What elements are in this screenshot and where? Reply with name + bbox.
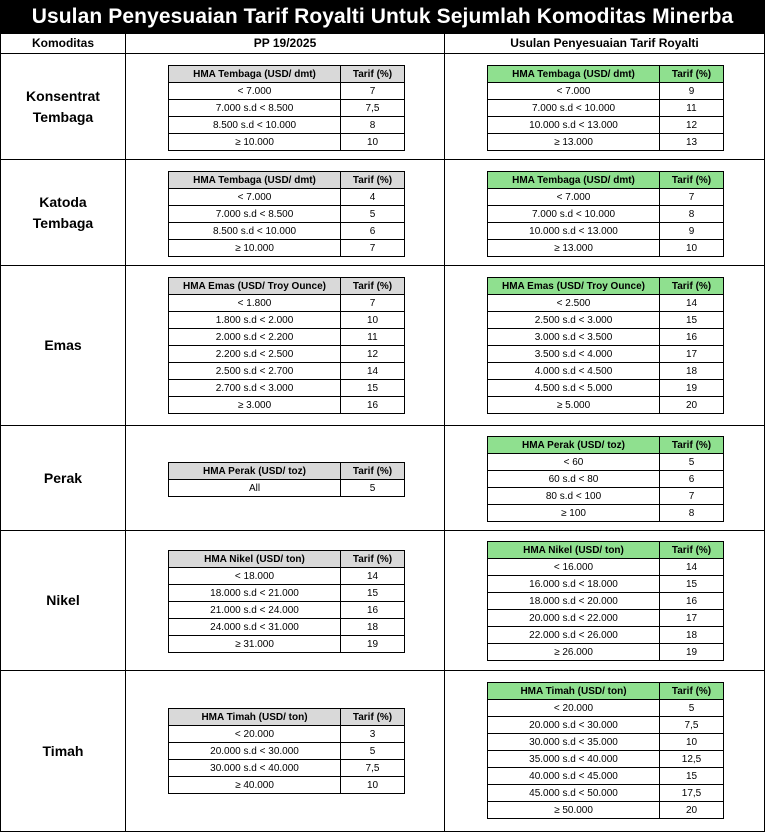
tarif-column-header: Tarif (%) (341, 66, 405, 83)
table-row (488, 802, 724, 819)
table-row (488, 223, 724, 240)
table-row (488, 329, 724, 346)
table-row (488, 627, 724, 644)
hma-range-cell: 24.000 s.d < 31.000 (169, 619, 341, 636)
tarif-cell: 20 (660, 397, 724, 414)
tarif-cell: 15 (660, 576, 724, 593)
current-tariff-table (168, 277, 405, 414)
tarif-cell: 10 (341, 777, 405, 794)
tarif-column-header: Tarif (%) (660, 683, 724, 700)
tarif-cell: 8 (660, 505, 724, 522)
table-row (488, 397, 724, 414)
table-row (169, 346, 405, 363)
hma-range-cell: 3.000 s.d < 3.500 (488, 329, 660, 346)
tarif-cell: 20 (660, 802, 724, 819)
tarif-cell: 9 (660, 83, 724, 100)
hma-range-cell: ≥ 5.000 (488, 397, 660, 414)
table-row (169, 363, 405, 380)
table-row (169, 602, 405, 619)
hma-range-cell: ≥ 50.000 (488, 802, 660, 819)
table-row (488, 240, 724, 257)
tarif-cell: 10 (341, 312, 405, 329)
hma-range-cell: 4.500 s.d < 5.000 (488, 380, 660, 397)
tarif-cell: 19 (660, 380, 724, 397)
proposed-tariff-table (487, 436, 724, 522)
table-row (488, 734, 724, 751)
hma-range-cell: 20.000 s.d < 30.000 (169, 743, 341, 760)
hma-range-cell: 16.000 s.d < 18.000 (488, 576, 660, 593)
hma-range-cell: 10.000 s.d < 13.000 (488, 117, 660, 134)
table-row (488, 454, 724, 471)
hma-range-cell: < 7.000 (488, 189, 660, 206)
commodity-label: Emas (44, 337, 82, 353)
hma-range-cell: ≥ 13.000 (488, 240, 660, 257)
proposed-tariff-table (487, 682, 724, 819)
table-row (488, 206, 724, 223)
current-tariff-table (168, 462, 405, 497)
hma-column-header: HMA Tembaga (USD/ dmt) (488, 172, 660, 189)
table-row (488, 134, 724, 151)
table-row (169, 397, 405, 414)
table-row (169, 480, 405, 497)
hma-range-cell: < 20.000 (169, 726, 341, 743)
proposed-tariff-table (487, 171, 724, 257)
hma-range-cell: 20.000 s.d < 30.000 (488, 717, 660, 734)
hma-range-cell: 7.000 s.d < 10.000 (488, 100, 660, 117)
current-tariff-table (168, 171, 405, 257)
hma-range-cell: < 7.000 (169, 189, 341, 206)
hma-range-cell: 45.000 s.d < 50.000 (488, 785, 660, 802)
table-header-row (169, 172, 405, 189)
hma-range-cell: ≥ 3.000 (169, 397, 341, 414)
table-row (488, 559, 724, 576)
tarif-cell: 15 (341, 585, 405, 602)
table-row (488, 295, 724, 312)
table-row (488, 346, 724, 363)
page-title: Usulan Penyesuaian Tarif Royalti Untuk Sejumlah Komoditas Minerba (0, 0, 765, 33)
tarif-cell: 10 (341, 134, 405, 151)
table-row (488, 83, 724, 100)
tarif-cell: 4 (341, 189, 405, 206)
hma-range-cell: 1.800 s.d < 2.000 (169, 312, 341, 329)
tarif-column-header: Tarif (%) (341, 709, 405, 726)
tarif-cell: 14 (341, 363, 405, 380)
hma-column-header: HMA Tembaga (USD/ dmt) (169, 66, 341, 83)
hma-range-cell: ≥ 31.000 (169, 636, 341, 653)
hma-range-cell: < 7.000 (488, 83, 660, 100)
tarif-cell: 9 (660, 223, 724, 240)
table-row (488, 717, 724, 734)
table-header-row (488, 437, 724, 454)
table-row (488, 488, 724, 505)
hma-range-cell: 2.200 s.d < 2.500 (169, 346, 341, 363)
hma-range-cell: 2.000 s.d < 2.200 (169, 329, 341, 346)
hma-column-header: HMA Emas (USD/ Troy Ounce) (169, 278, 341, 295)
tarif-cell: 7 (660, 488, 724, 505)
table-row (488, 312, 724, 329)
hma-range-cell: 40.000 s.d < 45.000 (488, 768, 660, 785)
table-header-row (169, 278, 405, 295)
table-row (169, 636, 405, 653)
hma-column-header: HMA Nikel (USD/ ton) (488, 542, 660, 559)
grid-line (444, 33, 445, 832)
tarif-cell: 7,5 (341, 760, 405, 777)
hma-column-header: HMA Emas (USD/ Troy Ounce) (488, 278, 660, 295)
hma-column-header: HMA Perak (USD/ toz) (488, 437, 660, 454)
hma-range-cell: < 60 (488, 454, 660, 471)
tarif-column-header: Tarif (%) (341, 551, 405, 568)
tarif-cell: 10 (660, 240, 724, 257)
table-header-row (488, 542, 724, 559)
tarif-cell: 12 (341, 346, 405, 363)
tarif-cell: 11 (341, 329, 405, 346)
table-row (488, 700, 724, 717)
commodity-label: Timah (42, 742, 84, 759)
hma-range-cell: < 2.500 (488, 295, 660, 312)
tarif-column-header: Tarif (%) (660, 278, 724, 295)
hma-column-header: HMA Perak (USD/ toz) (169, 463, 341, 480)
hma-range-cell: 35.000 s.d < 40.000 (488, 751, 660, 768)
table-header-row (169, 463, 405, 480)
tarif-cell: 7 (341, 240, 405, 257)
tarif-cell: 8 (660, 206, 724, 223)
table-header-row (488, 278, 724, 295)
tarif-cell: 7 (341, 83, 405, 100)
tarif-column-header: Tarif (%) (660, 172, 724, 189)
tarif-cell: 17,5 (660, 785, 724, 802)
table-row (169, 206, 405, 223)
table-header-row (488, 172, 724, 189)
column-header-komoditas: Komoditas (31, 36, 94, 50)
hma-column-header: HMA Tembaga (USD/ dmt) (488, 66, 660, 83)
table-row (488, 189, 724, 206)
hma-range-cell: 30.000 s.d < 40.000 (169, 760, 341, 777)
hma-range-cell: ≥ 13.000 (488, 134, 660, 151)
hma-column-header: HMA Nikel (USD/ ton) (169, 551, 341, 568)
tarif-cell: 14 (660, 295, 724, 312)
tarif-cell: 15 (660, 768, 724, 785)
table-row (169, 777, 405, 794)
table-row (169, 619, 405, 636)
table-row (488, 471, 724, 488)
tarif-cell: 5 (660, 454, 724, 471)
table-row (169, 117, 405, 134)
tarif-cell: 10 (660, 734, 724, 751)
table-row (169, 380, 405, 397)
table-row (488, 610, 724, 627)
table-header-row (169, 66, 405, 83)
tarif-cell: 7 (660, 189, 724, 206)
tarif-cell: 7,5 (660, 717, 724, 734)
grid-line (125, 33, 126, 832)
hma-range-cell: 30.000 s.d < 35.000 (488, 734, 660, 751)
tarif-column-header: Tarif (%) (660, 437, 724, 454)
tarif-cell: 5 (341, 743, 405, 760)
tarif-cell: 3 (341, 726, 405, 743)
column-header-proposed: Usulan Penyesuaian Tarif Royalti (510, 36, 699, 50)
current-tariff-table (168, 65, 405, 151)
hma-range-cell: < 16.000 (488, 559, 660, 576)
hma-range-cell: ≥ 26.000 (488, 644, 660, 661)
hma-range-cell: 18.000 s.d < 21.000 (169, 585, 341, 602)
tarif-cell: 16 (341, 397, 405, 414)
table-row (169, 134, 405, 151)
hma-range-cell: ≥ 10.000 (169, 240, 341, 257)
tarif-cell: 15 (660, 312, 724, 329)
commodity-label: Katoda Tembaga (32, 193, 94, 231)
tarif-cell: 7,5 (341, 100, 405, 117)
hma-range-cell: All (169, 480, 341, 497)
table-row (488, 117, 724, 134)
proposed-tariff-table (487, 65, 724, 151)
tarif-cell: 12,5 (660, 751, 724, 768)
proposed-tariff-table (487, 277, 724, 414)
hma-column-header: HMA Timah (USD/ ton) (488, 683, 660, 700)
hma-range-cell: ≥ 40.000 (169, 777, 341, 794)
table-row (488, 505, 724, 522)
tarif-cell: 16 (660, 593, 724, 610)
hma-range-cell: 2.500 s.d < 2.700 (169, 363, 341, 380)
hma-range-cell: 4.000 s.d < 4.500 (488, 363, 660, 380)
hma-range-cell: < 1.800 (169, 295, 341, 312)
table-row (169, 240, 405, 257)
commodity-label: Nikel (46, 592, 80, 608)
tarif-cell: 17 (660, 610, 724, 627)
table-header-row (169, 551, 405, 568)
table-row (169, 726, 405, 743)
tarif-cell: 18 (660, 363, 724, 380)
hma-range-cell: 7.000 s.d < 8.500 (169, 100, 341, 117)
table-row (488, 380, 724, 397)
current-tariff-table (168, 550, 405, 653)
table-row (488, 576, 724, 593)
tarif-column-header: Tarif (%) (341, 463, 405, 480)
tarif-cell: 6 (660, 471, 724, 488)
hma-range-cell: ≥ 100 (488, 505, 660, 522)
table-row (488, 785, 724, 802)
tarif-cell: 14 (660, 559, 724, 576)
tarif-cell: 5 (341, 480, 405, 497)
tarif-cell: 14 (341, 568, 405, 585)
table-row (169, 100, 405, 117)
hma-range-cell: 8.500 s.d < 10.000 (169, 117, 341, 134)
tarif-cell: 19 (341, 636, 405, 653)
commodity-label: Konsentrat Tembaga (26, 87, 100, 125)
table-row (169, 743, 405, 760)
table-row (169, 83, 405, 100)
hma-range-cell: 2.500 s.d < 3.000 (488, 312, 660, 329)
tarif-cell: 13 (660, 134, 724, 151)
hma-range-cell: 7.000 s.d < 10.000 (488, 206, 660, 223)
hma-range-cell: 10.000 s.d < 13.000 (488, 223, 660, 240)
hma-range-cell: 20.000 s.d < 22.000 (488, 610, 660, 627)
table-row (169, 189, 405, 206)
hma-range-cell: < 18.000 (169, 568, 341, 585)
tarif-cell: 19 (660, 644, 724, 661)
tarif-cell: 15 (341, 380, 405, 397)
table-row (169, 223, 405, 240)
table-row (169, 329, 405, 346)
hma-range-cell: 21.000 s.d < 24.000 (169, 602, 341, 619)
tarif-column-header: Tarif (%) (341, 278, 405, 295)
hma-column-header: HMA Timah (USD/ ton) (169, 709, 341, 726)
proposed-tariff-table (487, 541, 724, 661)
tarif-column-header: Tarif (%) (341, 172, 405, 189)
grid-line (0, 33, 765, 34)
tarif-cell: 11 (660, 100, 724, 117)
tarif-cell: 17 (660, 346, 724, 363)
table-row (488, 751, 724, 768)
tarif-cell: 12 (660, 117, 724, 134)
tarif-cell: 16 (660, 329, 724, 346)
table-header-row (488, 66, 724, 83)
tarif-column-header: Tarif (%) (660, 542, 724, 559)
current-tariff-table (168, 708, 405, 794)
hma-range-cell: 22.000 s.d < 26.000 (488, 627, 660, 644)
tarif-column-header: Tarif (%) (660, 66, 724, 83)
tarif-cell: 6 (341, 223, 405, 240)
tarif-cell: 16 (341, 602, 405, 619)
table-header-row (169, 709, 405, 726)
hma-range-cell: < 7.000 (169, 83, 341, 100)
table-row (488, 593, 724, 610)
hma-range-cell: ≥ 10.000 (169, 134, 341, 151)
table-row (488, 100, 724, 117)
hma-range-cell: < 20.000 (488, 700, 660, 717)
table-row (169, 568, 405, 585)
table-row (488, 768, 724, 785)
hma-range-cell: 60 s.d < 80 (488, 471, 660, 488)
hma-range-cell: 18.000 s.d < 20.000 (488, 593, 660, 610)
hma-column-header: HMA Tembaga (USD/ dmt) (169, 172, 341, 189)
table-row (169, 585, 405, 602)
commodity-label: Perak (43, 469, 83, 486)
table-row (169, 295, 405, 312)
table-header-row (488, 683, 724, 700)
column-header-current: PP 19/2025 (253, 36, 317, 50)
table-row (169, 312, 405, 329)
hma-range-cell: 3.500 s.d < 4.000 (488, 346, 660, 363)
tarif-cell: 7 (341, 295, 405, 312)
tarif-cell: 18 (341, 619, 405, 636)
hma-range-cell: 8.500 s.d < 10.000 (169, 223, 341, 240)
tarif-cell: 8 (341, 117, 405, 134)
hma-range-cell: 2.700 s.d < 3.000 (169, 380, 341, 397)
hma-range-cell: 80 s.d < 100 (488, 488, 660, 505)
table-row (169, 760, 405, 777)
hma-range-cell: 7.000 s.d < 8.500 (169, 206, 341, 223)
table-row (488, 363, 724, 380)
tarif-cell: 5 (341, 206, 405, 223)
table-row (488, 644, 724, 661)
tarif-cell: 18 (660, 627, 724, 644)
tarif-cell: 5 (660, 700, 724, 717)
